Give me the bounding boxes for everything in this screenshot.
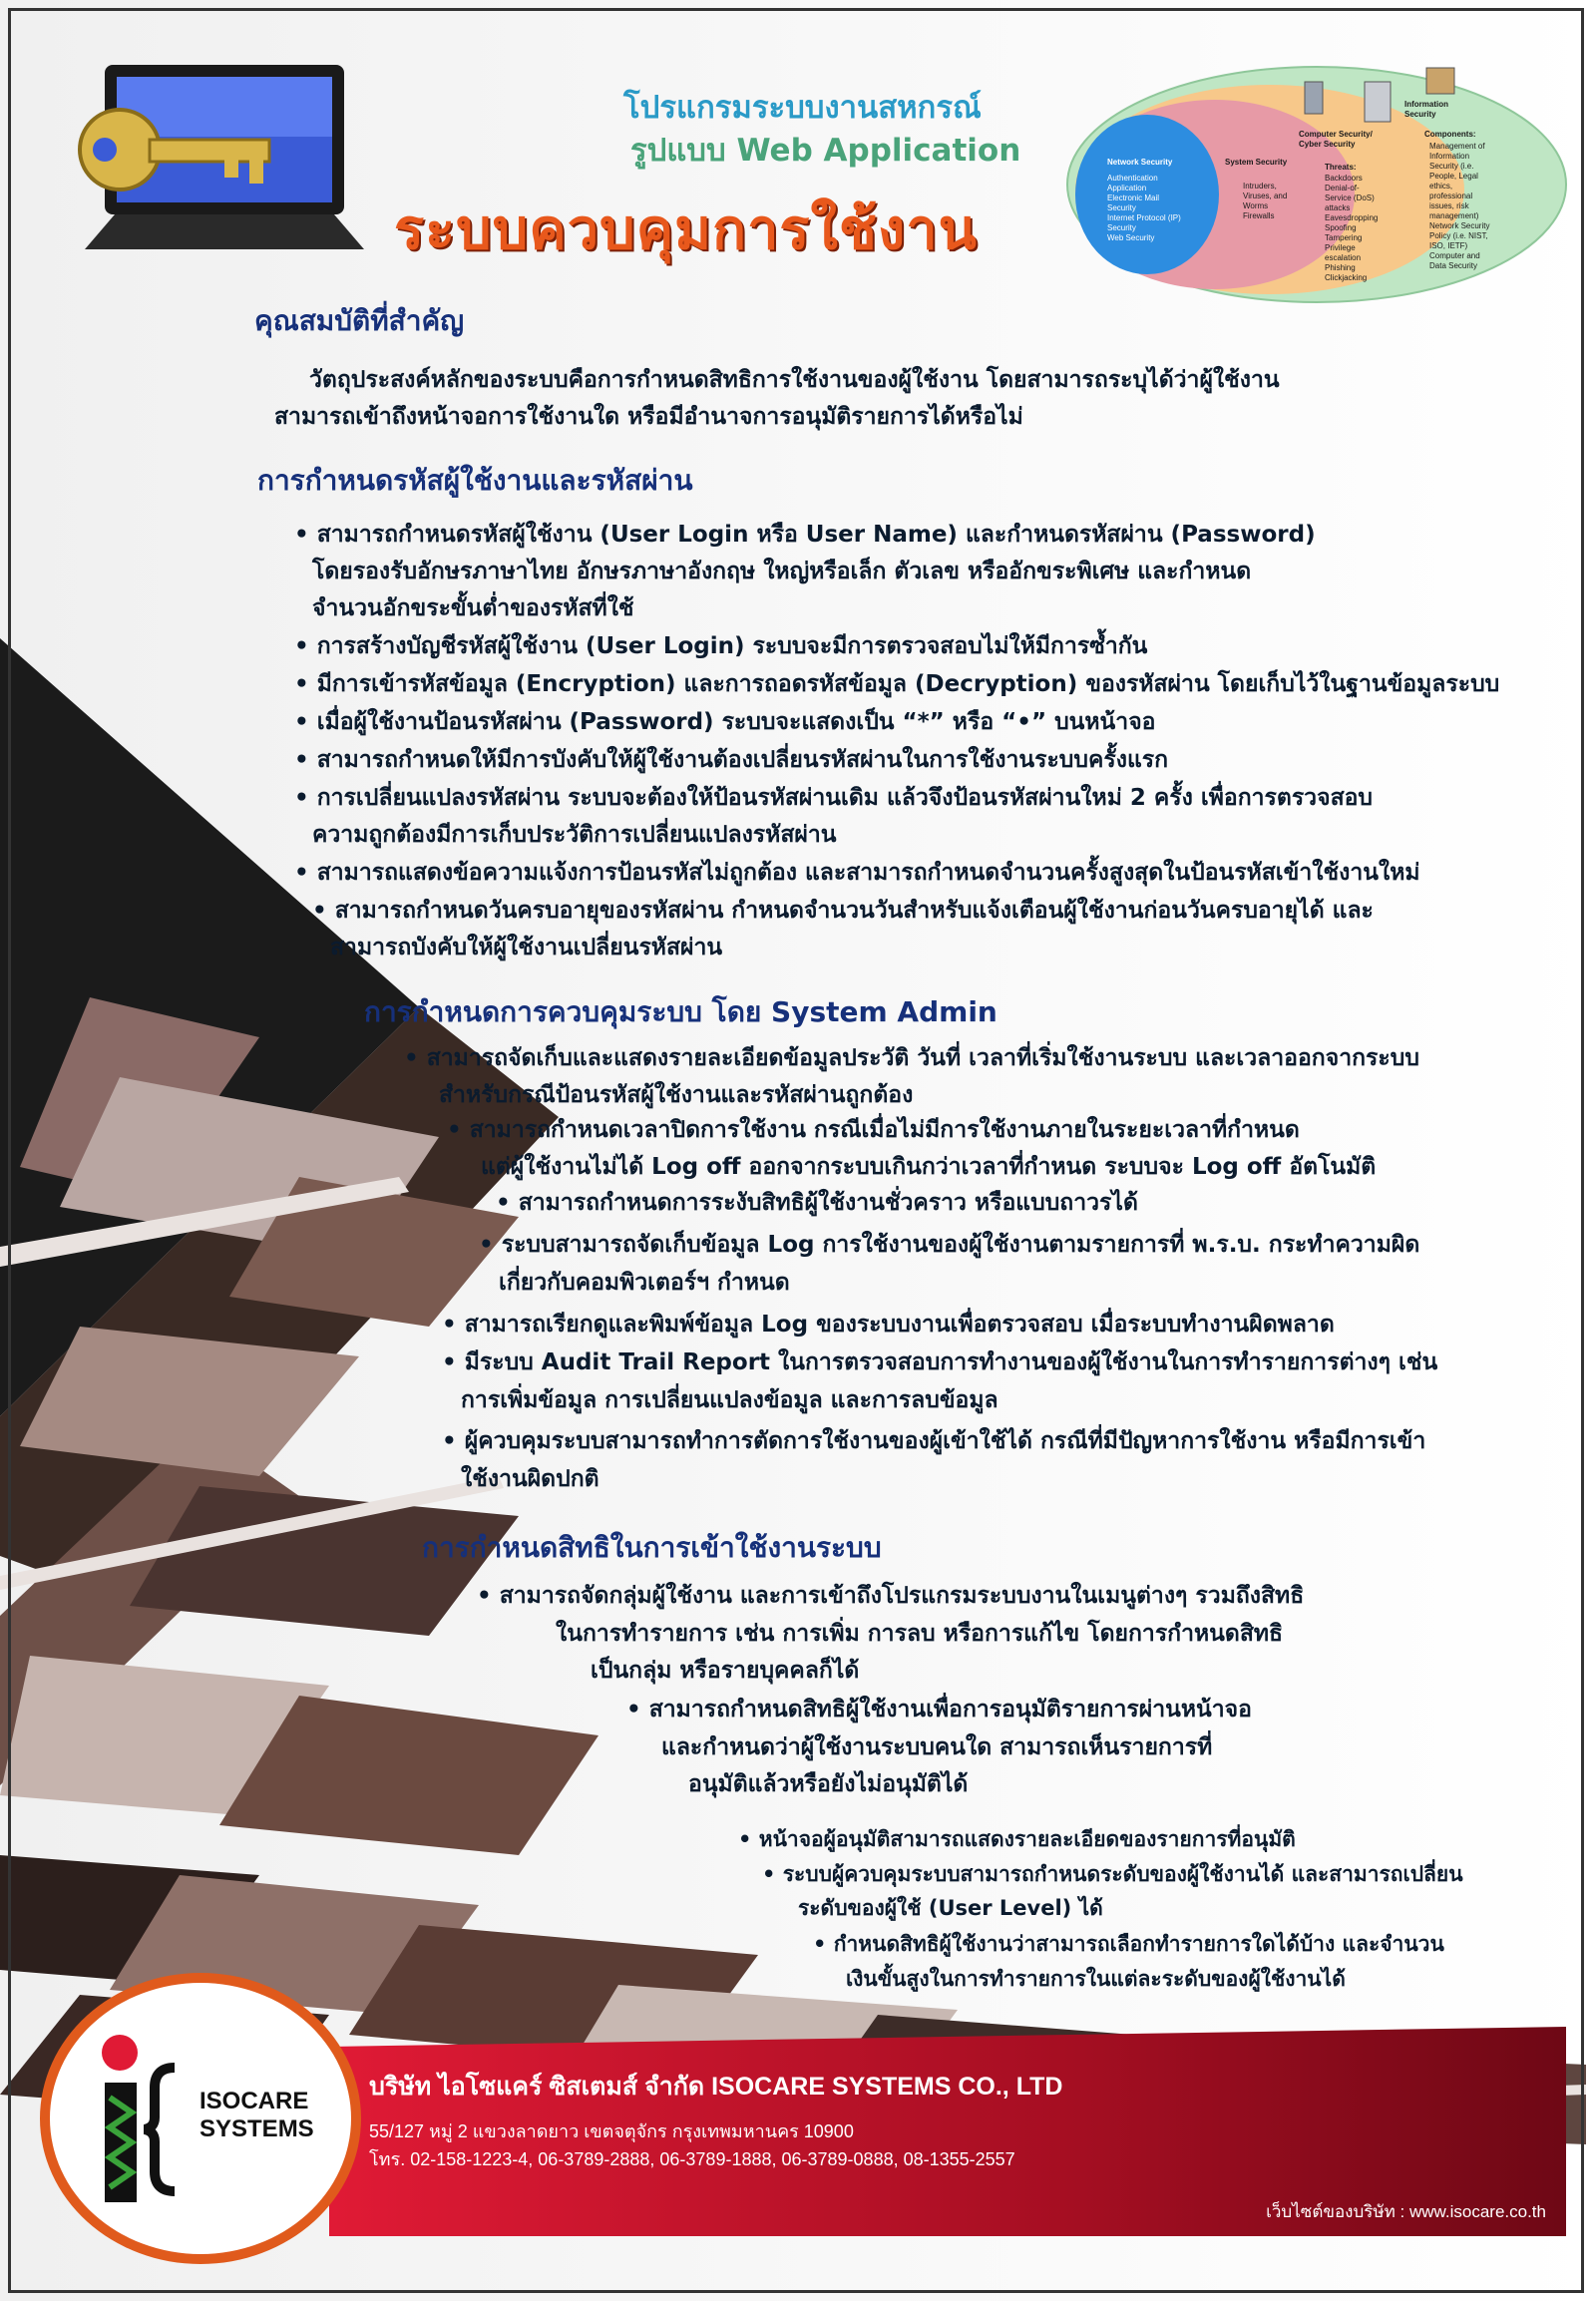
network-item: Electronic Mail Security [1107, 193, 1160, 212]
list-item: • สามารถกำหนดเวลาปิดการใช้งาน กรณีเมื่อไม่มีการใช้งานภายในระยะเวลาที่กำหนด [447, 1112, 1300, 1149]
list-item: • สามารถกำหนดวันครบอายุของรหัสผ่าน กำหนดจำนวนวันสำหรับแจ้งเตือนผู้ใช้งานก่อนวันครบอายุได้ และ [312, 893, 1374, 930]
list-item-continuation: ระดับของผู้ใช้ (User Level) ได้ [798, 1896, 1103, 1920]
list-item: • ผู้ควบคุมระบบสามารถทำการตัดการใช้งานของผู้เข้าใช้ได้ กรณีที่มีปัญหาการใช้งาน หรือมีการเข้า [442, 1423, 1425, 1460]
network-item: Authentication Application [1107, 174, 1158, 192]
information-security-title: Information Security [1404, 100, 1448, 119]
list-item-continuation: โดยรองรับอักษรภาษาไทย อักษรภาษาอังกฤษ ใหญ่หรือเล็ก ตัวเลข หรืออักขระพิเศษ และกำหนด [312, 559, 1252, 584]
list-item-continuation: การเพิ่มข้อมูล การเปลี่ยนแปลงข้อมูล และการลบข้อมูล [461, 1387, 998, 1413]
section-title-system-admin: การกำหนดการควบคุมระบบ โดย System Admin [364, 995, 998, 1028]
main-title: ระบบควบคุมการใช้งาน [394, 197, 978, 262]
logo-mark-icon [80, 2028, 200, 2217]
security-diagram [1065, 60, 1569, 304]
list-item: • สามารถกำหนดการระงับสิทธิผู้ใช้งานชั่วคราว หรือแบบถาวรได้ [496, 1185, 1138, 1222]
threat-item: Clickjacking [1325, 273, 1368, 282]
list-item-continuation: เกี่ยวกับคอมพิวเตอร์ฯ กำหนด [499, 1270, 790, 1296]
components-list [1429, 142, 1495, 271]
list-item-continuation: ความถูกต้องมีการเก็บประวัติการเปลี่ยนแปลงรหัสผ่าน [312, 822, 837, 848]
logo-text: ISOCARE SYSTEMS [200, 2088, 314, 2142]
list-item: • การสร้างบัญชีรหัสผู้ใช้งาน (User Login) ระบบจะมีการตรวจสอบไม่ให้มีการซ้ำกัน [294, 628, 1147, 665]
threat-item: Phishing [1325, 263, 1356, 272]
threats-list [1325, 174, 1385, 283]
system-item: Firewalls [1243, 211, 1275, 220]
component-item: Management of Information Security (i.e. People, Legal ethics, professional issues, risk management) [1429, 142, 1485, 220]
components-title: Components: [1424, 130, 1476, 139]
intro-line: สามารถเข้าถึงหน้าจอการใช้งานใด หรือมีอำนาจการอนุมัติรายการได้หรือไม่ [274, 404, 1023, 430]
list-item: • สามารถกำหนดให้มีการบังคับให้ผู้ใช้งานต้องเปลี่ยนรหัสผ่านในการใช้งานระบบครั้งแรก [294, 742, 1168, 779]
threat-item: Privilege escalation [1325, 243, 1362, 262]
system-item: Intruders, Viruses, and Worms [1243, 182, 1288, 210]
computer-security-title: Computer Security/ Cyber Security [1299, 130, 1373, 149]
component-item: Network Security [1429, 221, 1490, 230]
list-item: • เมื่อผู้ใช้งานป้อนรหัสผ่าน (Password) ระบบจะแสดงเป็น “*” หรือ “•” บนหน้าจอ [294, 704, 1156, 741]
company-name: บริษัท ไอโซแคร์ ซิสเตมส์ จำกัด ISOCARE SYSTEMS CO., LTD [369, 2073, 1063, 2101]
component-item: Policy (i.e. NIST, ISO, IETF) [1429, 231, 1488, 250]
header-line-2: รูปแบบ Web Application [630, 133, 1021, 169]
list-item-continuation: จำนวนอักขระขั้นต่ำของรหัสที่ใช้ [312, 595, 634, 621]
section-title-features: คุณสมบัติที่สำคัญ [254, 304, 465, 337]
list-item: • สามารถเรียกดูและพิมพ์ข้อมูล Log ของระบบงานเพื่อตรวจสอบ เมื่อระบบทำงานผิดพลาด [442, 1307, 1335, 1343]
list-item-continuation: สำหรับกรณีป้อนรหัสผู้ใช้งานและรหัสผ่านถูกต้อง [439, 1082, 914, 1108]
footer-banner [329, 2027, 1566, 2236]
network-security-list [1107, 174, 1187, 243]
list-item: • สามารถจัดเก็บและแสดงรายละเอียดข้อมูลประวัติ วันที่ เวลาที่เริ่มใช้งานระบบ และเวลาออกจากระบบ [404, 1040, 1419, 1077]
company-website: เว็บไซต์ของบริษัท : www.isocare.co.th [1266, 2202, 1546, 2221]
threats-title: Threats: [1325, 163, 1357, 172]
company-phone: โทร. 02-158-1223-4, 06-3789-2888, 06-3789-1888, 06-3789-0888, 08-1355-2557 [369, 2149, 1015, 2169]
list-item-continuation: สามารถบังคับให้ผู้ใช้งานเปลี่ยนรหัสผ่าน [330, 935, 723, 960]
system-security-title: System Security [1225, 158, 1288, 167]
system-security-list [1243, 182, 1298, 221]
list-item: • สามารถแสดงข้อความแจ้งการป้อนรหัสไม่ถูกต้อง และสามารถกำหนดจำนวนครั้งสูงสุดในป้อนรหัสเข้าใช้งานใหม่ [294, 855, 1420, 892]
threat-item: Backdoors [1325, 174, 1363, 183]
threat-item: Eavesdropping [1325, 213, 1379, 222]
list-item: • การเปลี่ยนแปลงรหัสผ่าน ระบบจะต้องให้ป้อนรหัสผ่านเดิม แล้วจึงป้อนรหัสผ่านใหม่ 2 ครั้ง เพื่อการตรวจสอบ [294, 780, 1373, 817]
list-item: • ระบบผู้ควบคุมระบบสามารถกำหนดระดับของผู้ใช้งานได้ และสามารถเปลี่ยน [762, 1856, 1463, 1893]
list-item: • ระบบสามารถจัดเก็บข้อมูล Log การใช้งานของผู้ใช้งานตามรายการที่ พ.ร.บ. กระทำความผิด [479, 1227, 1419, 1264]
list-item: • กำหนดสิทธิผู้ใช้งานว่าสามารถเลือกทำรายการใดได้บ้าง และจำนวน [813, 1926, 1444, 1963]
company-address: 55/127 หมู่ 2 แขวงลาดยาว เขตจตุจักร กรุงเทพมหานคร 10900 [369, 2121, 854, 2141]
logo [40, 1973, 361, 2264]
component-item: Computer and Data Security [1429, 251, 1480, 270]
list-item: • มีการเข้ารหัสข้อมูล (Encryption) และการถอดรหัสข้อมูล (Decryption) ของรหัสผ่าน โดยเก็บไว้ในฐานข้อมูลระบบ [294, 666, 1499, 703]
list-item-continuation: อนุมัติแล้วหรือยังไม่อนุมัติได้ [688, 1771, 969, 1797]
list-item-continuation: ใช้งานผิดปกติ [461, 1466, 599, 1492]
threat-item: Denial-of-Service (DoS) attacks [1325, 184, 1375, 212]
network-item: Web Security [1107, 233, 1155, 242]
list-item-continuation: เป็นกลุ่ม หรือรายบุคคลก็ได้ [591, 1658, 860, 1684]
list-item-continuation: เงินขั้นสูงในการทำรายการในแต่ละระดับของผู้ใช้งานได้ [846, 1967, 1346, 1991]
list-item: • มีระบบ Audit Trail Report ในการตรวจสอบการทำงานของผู้ใช้งานในการทำรายการต่างๆ เช่น [442, 1344, 1437, 1381]
section-title-credentials: การกำหนดรหัสผู้ใช้งานและรหัสผ่าน [257, 464, 693, 497]
threat-item: Tampering [1325, 233, 1363, 242]
list-item: • สามารถกำหนดรหัสผู้ใช้งาน (User Login หรือ User Name) และกำหนดรหัสผ่าน (Password) [294, 517, 1316, 554]
header-line-1: โปรแกรมระบบงานสหกรณ์ [623, 90, 982, 126]
list-item-continuation: แต่ผู้ใช้งานไม่ได้ Log off ออกจากระบบเกินกว่าเวลาที่กำหนด ระบบจะ Log off อัตโนมัติ [481, 1154, 1377, 1180]
section-title-access-rights: การกำหนดสิทธิในการเข้าใช้งานระบบ [422, 1531, 882, 1564]
computer-key-icon [45, 55, 364, 254]
list-item-continuation: ในการทำรายการ เช่น การเพิ่ม การลบ หรือการแก้ไข โดยการกำหนดสิทธิ [556, 1621, 1284, 1647]
network-security-title: Network Security [1107, 158, 1173, 167]
list-item: • หน้าจอผู้อนุมัติสามารถแสดงรายละเอียดของรายการที่อนุมัติ [738, 1821, 1296, 1858]
network-item: Internet Protocol (IP) Security [1107, 213, 1181, 232]
list-item: • สามารถจัดกลุ่มผู้ใช้งาน และการเข้าถึงโปรแกรมระบบงานในเมนูต่างๆ รวมถึงสิทธิ [477, 1578, 1304, 1615]
intro-line: วัตถุประสงค์หลักของระบบคือการกำหนดสิทธิการใช้งานของผู้ใช้งาน โดยสามารถระบุได้ว่าผู้ใช้งาน [309, 367, 1280, 393]
list-item: • สามารถกำหนดสิทธิผู้ใช้งานเพื่อการอนุมัติรายการผ่านหน้าจอ [626, 1692, 1252, 1728]
list-item-continuation: และกำหนดว่าผู้ใช้งานระบบคนใด สามารถเห็นรายการที่ [661, 1734, 1213, 1760]
threat-item: Spoofing [1325, 223, 1357, 232]
